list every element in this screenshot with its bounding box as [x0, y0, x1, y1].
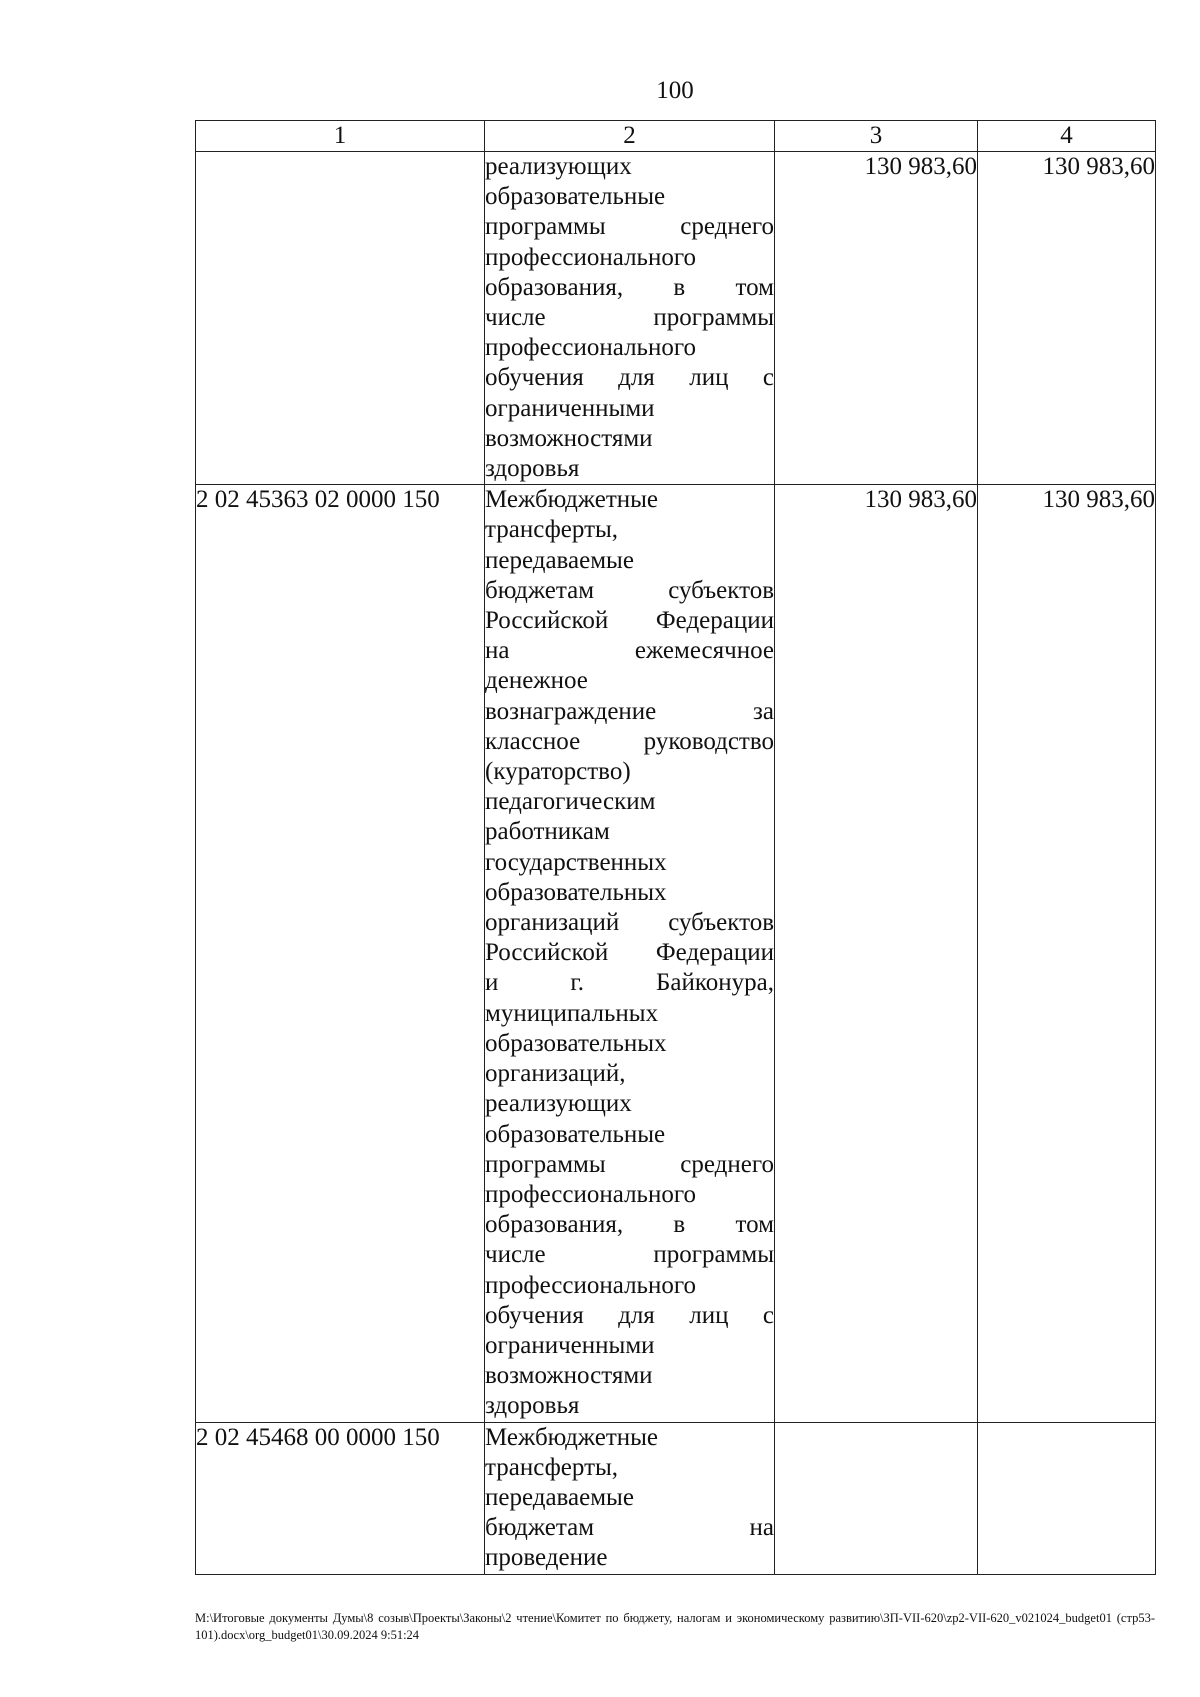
column-header-3: 3: [775, 121, 978, 152]
description-line: [485, 636, 774, 666]
description-word: субъектов: [668, 909, 774, 937]
description-cell: [485, 1422, 775, 1574]
description-line: [485, 1543, 774, 1573]
description-word: передаваемые: [485, 546, 634, 574]
description-line: [485, 1180, 774, 1210]
description-word: реализующих: [485, 1090, 632, 1118]
description-line: [485, 727, 774, 757]
description-word: и: [485, 969, 499, 997]
description-word: профессионального: [485, 1271, 696, 1299]
description-line: [485, 817, 774, 847]
description-line: [485, 394, 774, 424]
description-line: [485, 1453, 774, 1483]
description-word: образовательные: [485, 1120, 666, 1148]
description-word: ограниченными: [485, 394, 655, 422]
description-word: образовательных: [485, 878, 667, 906]
description-word: организаций,: [485, 1060, 626, 1088]
description-word: ограниченными: [485, 1331, 655, 1359]
description-line: [485, 182, 774, 212]
description-line: [485, 424, 774, 454]
description-word: с: [762, 364, 774, 392]
description-word: для: [618, 364, 655, 392]
description-word: трансферты,: [485, 516, 619, 544]
description-word: возможностями: [485, 424, 653, 452]
description-word: образовательные: [485, 183, 666, 211]
page-number: 100: [656, 77, 694, 104]
description-line: [485, 1059, 774, 1089]
description-word: организаций: [485, 909, 620, 937]
description-line: [485, 606, 774, 636]
description-line: [485, 363, 774, 393]
column-header-4: 4: [978, 121, 1156, 152]
description-word: Байконура,: [656, 969, 774, 997]
description-word: программы: [485, 213, 606, 241]
description-line: [485, 1361, 774, 1391]
description-word: муниципальных: [485, 999, 659, 1027]
description-word: проведение: [485, 1544, 608, 1572]
amount-col3-cell: 130 983,60: [775, 152, 978, 485]
description-word: бюджетам: [485, 1514, 595, 1542]
description-word: в: [673, 273, 686, 301]
description-word: лиц: [689, 364, 729, 392]
description-cell: [485, 152, 775, 485]
description-line: [485, 1483, 774, 1513]
description-word: программы: [485, 1150, 606, 1178]
description-word: за: [753, 697, 774, 725]
description-line: [485, 333, 774, 363]
description-line: [485, 1089, 774, 1119]
budget-code-cell: 2 02 45363 02 0000 150: [196, 485, 485, 1422]
amount-col4-cell: 130 983,60: [978, 485, 1156, 1422]
description-line: [485, 878, 774, 908]
amount-col4-cell: 130 983,60: [978, 152, 1156, 485]
description-word: возможностями: [485, 1362, 653, 1390]
description-word: реализующих: [485, 153, 632, 180]
description-word: руководство: [643, 727, 774, 755]
description-word: том: [735, 1211, 774, 1239]
budget-code-cell: [196, 152, 485, 485]
description-line: [485, 697, 774, 727]
description-word: г.: [570, 969, 585, 997]
description-word: образовательных: [485, 1029, 667, 1057]
description-word: Федерации: [655, 607, 774, 635]
table-body: [196, 152, 1156, 1575]
description-word: Межбюджетные: [485, 1423, 659, 1451]
description-word: лиц: [689, 1301, 729, 1329]
description-line: [485, 1423, 774, 1453]
description-line: [485, 243, 774, 273]
description-line: [485, 1240, 774, 1270]
description-word: с: [762, 1301, 774, 1329]
description-word: Российской: [485, 607, 609, 635]
description-word: Межбюджетные: [485, 486, 659, 514]
description-line: [485, 303, 774, 333]
description-word: Российской: [485, 939, 609, 967]
description-line: [485, 515, 774, 545]
description-line: [485, 454, 774, 484]
description-word: программы: [653, 304, 774, 332]
description-line: [485, 666, 774, 696]
budget-table: [195, 120, 1156, 1575]
description-word: денежное: [485, 667, 588, 695]
description-line: [485, 757, 774, 787]
description-word: среднего: [680, 213, 774, 241]
description-word: том: [735, 273, 774, 301]
description-word: Федерации: [655, 939, 774, 967]
description-line: [485, 1301, 774, 1331]
description-word: государственных: [485, 848, 667, 876]
description-word: трансферты,: [485, 1453, 619, 1481]
amount-col3-cell: 130 983,60: [775, 485, 978, 1422]
budget-code-cell: 2 02 45468 00 0000 150: [196, 1422, 485, 1574]
description-word: программы: [653, 1241, 774, 1269]
description-word: профессионального: [485, 334, 696, 362]
description-line: [485, 1120, 774, 1150]
description-word: работникам: [485, 818, 610, 846]
description-line: [485, 1391, 774, 1421]
description-word: числе: [485, 1241, 546, 1269]
description-line: [485, 1150, 774, 1180]
description-word: ежемесячное: [634, 637, 774, 665]
description-word: профессионального: [485, 243, 696, 271]
description-word: образования,: [485, 1211, 624, 1239]
amount-col3-cell: [775, 1422, 978, 1574]
description-word: обучения: [485, 364, 584, 392]
description-line: [485, 1331, 774, 1361]
description-line: [485, 212, 774, 242]
description-word: профессионального: [485, 1180, 696, 1208]
description-line: [485, 1210, 774, 1240]
column-header-1: 1: [196, 121, 485, 152]
description-word: числе: [485, 304, 546, 332]
description-line: [485, 546, 774, 576]
description-word: здоровья: [485, 1392, 580, 1420]
description-word: субъектов: [668, 576, 774, 604]
description-word: вознаграждение: [485, 697, 657, 725]
description-line: [485, 848, 774, 878]
description-word: для: [618, 1301, 655, 1329]
description-word: на: [749, 1514, 774, 1542]
description-word: педагогическим: [485, 788, 656, 816]
table-row: [196, 485, 1156, 1422]
description-line: [485, 1513, 774, 1543]
description-word: классное: [485, 727, 581, 755]
description-word: бюджетам: [485, 576, 595, 604]
description-word: на: [485, 637, 510, 665]
description-word: среднего: [680, 1150, 774, 1178]
description-line: [485, 938, 774, 968]
description-cell: [485, 485, 775, 1422]
table-row: [196, 152, 1156, 485]
description-line: [485, 485, 774, 515]
description-word: в: [673, 1211, 686, 1239]
description-line: [485, 1029, 774, 1059]
description-word: (кураторство): [485, 758, 631, 786]
description-line: [485, 273, 774, 303]
description-word: образования,: [485, 273, 624, 301]
table-row: [196, 1422, 1156, 1574]
description-word: здоровья: [485, 455, 580, 483]
description-word: передаваемые: [485, 1483, 634, 1511]
amount-col4-cell: [978, 1422, 1156, 1574]
description-line: [485, 787, 774, 817]
description-line: [485, 968, 774, 998]
table-header-row: [196, 121, 1156, 152]
description-line: [485, 576, 774, 606]
description-line: [485, 1271, 774, 1301]
description-line: [485, 999, 774, 1029]
document-path-footer: M:\Итоговые документы Думы\8 созыв\Проекты\Законы\2 чтение\Комитет по бюджету, налогам и экономическому развитию\ЗП-VII-620\zp2-VII-620_v021024_budget01 (стр53-101).docx\org_budget01\30.09.2024 9:51:24: [195, 1611, 1155, 1642]
description-line: [485, 152, 774, 182]
column-header-2: 2: [485, 121, 775, 152]
description-word: обучения: [485, 1301, 584, 1329]
description-line: [485, 908, 774, 938]
